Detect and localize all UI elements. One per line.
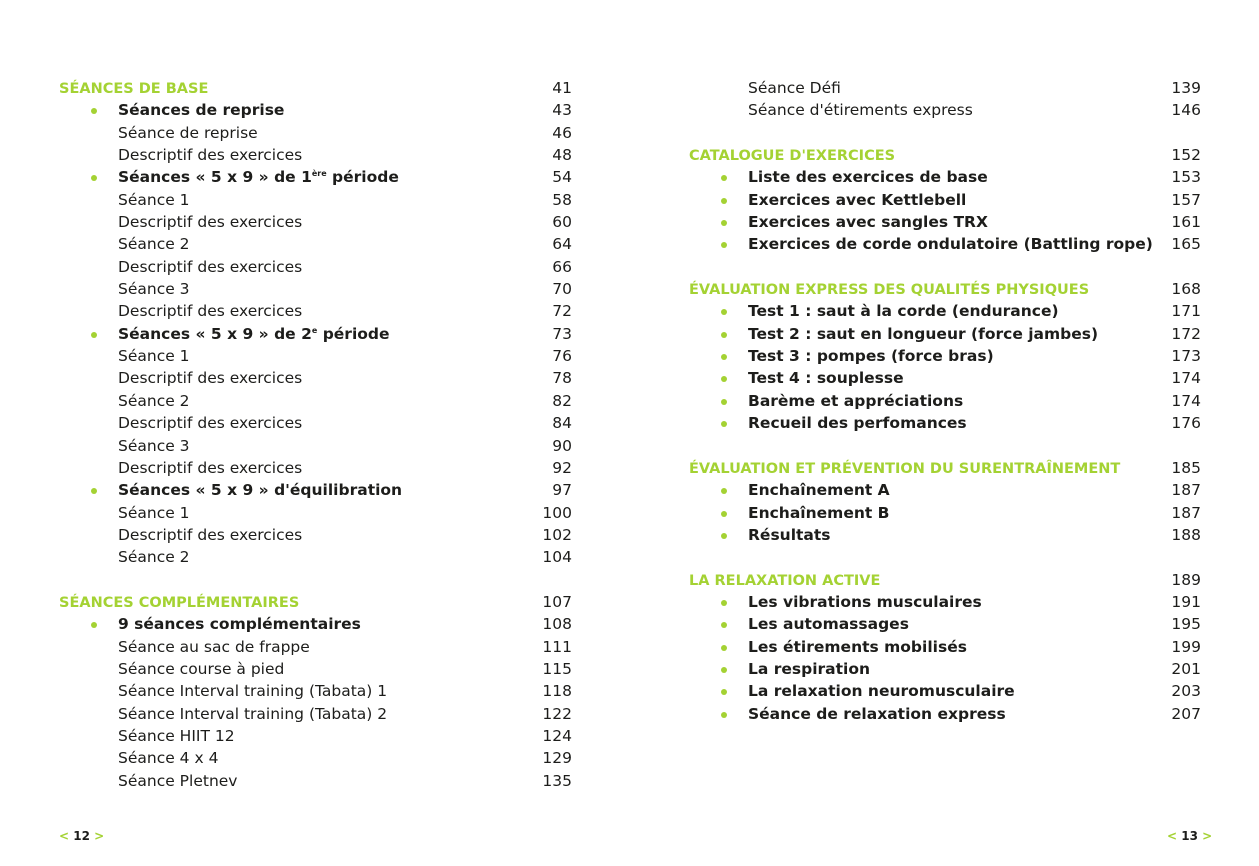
toc-subentry[interactable] bbox=[59, 189, 572, 211]
toc-chapter-entry[interactable] bbox=[689, 680, 1201, 702]
toc-entry-label: Séance de reprise bbox=[118, 123, 258, 142]
toc-subentry[interactable] bbox=[59, 367, 572, 389]
toc-entry-label: Séance Défi bbox=[748, 79, 841, 97]
toc-subentry[interactable] bbox=[59, 524, 572, 546]
toc-entry-label: Séance 1 bbox=[118, 190, 190, 209]
toc-section-heading[interactable] bbox=[689, 569, 1201, 591]
bullet-icon bbox=[721, 332, 727, 338]
toc-page-number: 187 bbox=[1171, 481, 1201, 500]
chevron-right-icon: > bbox=[94, 829, 105, 843]
toc-spacer bbox=[59, 569, 572, 591]
toc-chapter-entry[interactable] bbox=[689, 636, 1201, 658]
toc-entry-label: La relaxation neuromusculaire bbox=[748, 682, 1015, 701]
toc-page-number: 76 bbox=[552, 347, 572, 366]
toc-page-number: 135 bbox=[542, 771, 572, 790]
toc-subentry[interactable] bbox=[689, 99, 1201, 121]
toc-chapter-entry[interactable] bbox=[59, 613, 572, 635]
bullet-icon bbox=[721, 309, 727, 315]
toc-entry-label: Séance Interval training (Tabata) 1 bbox=[118, 682, 388, 701]
toc-entry-label: Descriptif des exercices bbox=[118, 369, 303, 388]
toc-chapter-entry[interactable] bbox=[59, 479, 572, 501]
toc-entry-label: LA RELAXATION ACTIVE bbox=[689, 572, 881, 589]
bullet-icon bbox=[91, 175, 97, 181]
toc-entry-label: Séance Interval training (Tabata) 2 bbox=[118, 704, 388, 723]
toc-spacer bbox=[689, 122, 1201, 144]
toc-chapter-entry[interactable] bbox=[689, 166, 1201, 188]
toc-page-number: 172 bbox=[1171, 324, 1201, 343]
bullet-icon bbox=[721, 533, 727, 539]
toc-entry-label: Séance de relaxation express bbox=[748, 704, 1006, 723]
toc-entry-label: Descriptif des exercices bbox=[118, 257, 303, 276]
toc-chapter-entry[interactable] bbox=[689, 367, 1201, 389]
toc-entry-label: Descriptif des exercices bbox=[118, 302, 303, 321]
toc-page-number: 46 bbox=[552, 123, 572, 142]
toc-entry-label: Séance 2 bbox=[118, 235, 190, 254]
toc-page-number: 48 bbox=[552, 146, 572, 165]
toc-page-number: 129 bbox=[542, 749, 572, 768]
toc-subentry[interactable] bbox=[59, 278, 572, 300]
toc-entry-label: Recueil des perfomances bbox=[748, 414, 967, 433]
chevron-right-icon: > bbox=[1202, 829, 1213, 843]
toc-section-heading[interactable] bbox=[689, 278, 1201, 300]
toc-page-number: 97 bbox=[552, 481, 572, 500]
bullet-icon bbox=[721, 175, 727, 181]
bullet-icon bbox=[91, 108, 97, 114]
toc-page-number: 174 bbox=[1171, 391, 1201, 410]
toc-page-number: 104 bbox=[542, 548, 572, 567]
toc-entry-label: Séance course à pied bbox=[118, 659, 285, 678]
toc-subentry[interactable] bbox=[59, 680, 572, 702]
toc-entry-label: Séances de reprise bbox=[118, 101, 285, 120]
toc-entry-label: Séance 1 bbox=[118, 347, 190, 366]
toc-entry-label: Séance 3 bbox=[118, 436, 190, 455]
toc-page-number: 66 bbox=[552, 257, 572, 276]
toc-subentry[interactable] bbox=[59, 345, 572, 367]
toc-entry-label: Test 1 : saut à la corde (endurance) bbox=[748, 302, 1059, 321]
toc-entry-label: Descriptif des exercices bbox=[118, 525, 303, 544]
toc-section-heading[interactable] bbox=[689, 457, 1201, 479]
toc-page-number: 157 bbox=[1171, 190, 1201, 209]
bullet-icon bbox=[721, 220, 727, 226]
bullet-icon bbox=[721, 421, 727, 427]
toc-page-number: 60 bbox=[552, 213, 572, 232]
toc-subentry[interactable] bbox=[59, 412, 572, 434]
toc-page-number: 82 bbox=[552, 391, 572, 410]
bullet-icon bbox=[721, 488, 727, 494]
toc-entry-label: Exercices de corde ondulatoire (Battling rope) bbox=[748, 235, 1153, 254]
toc-entry-label bbox=[118, 166, 399, 188]
toc-page-number: 161 bbox=[1171, 213, 1201, 232]
toc-page-number: 58 bbox=[552, 190, 572, 209]
toc-entry-label: Séance 4 x 4 bbox=[118, 749, 219, 768]
toc-entry-label: Les vibrations musculaires bbox=[748, 592, 982, 611]
toc-chapter-entry[interactable] bbox=[689, 479, 1201, 501]
toc-page-number: 43 bbox=[552, 101, 572, 120]
toc-entry-label: Séance au sac de frappe bbox=[118, 637, 310, 656]
toc-page-number: 84 bbox=[552, 414, 572, 433]
toc-page-number: 64 bbox=[552, 235, 572, 254]
toc-entry-label-suffix: période bbox=[317, 324, 390, 343]
toc-page-number: 139 bbox=[1171, 79, 1201, 97]
toc-left-column bbox=[59, 77, 572, 792]
toc-chapter-entry[interactable] bbox=[689, 323, 1201, 345]
toc-section-heading[interactable] bbox=[59, 591, 572, 613]
toc-page-number: 102 bbox=[542, 525, 572, 544]
toc-page-number: 111 bbox=[542, 637, 572, 656]
toc-entry-label: Barème et appréciations bbox=[748, 391, 964, 410]
toc-entry-label: ÉVALUATION EXPRESS DES QUALITÉS PHYSIQUES bbox=[689, 282, 1090, 299]
toc-subentry[interactable] bbox=[59, 390, 572, 412]
toc-subentry[interactable] bbox=[59, 457, 572, 479]
bullet-icon bbox=[721, 689, 727, 695]
toc-page-number: 78 bbox=[552, 369, 572, 388]
chevron-left-icon: < bbox=[59, 829, 70, 843]
toc-entry-label: Séance Pletnev bbox=[118, 771, 238, 790]
toc-page-number: 165 bbox=[1171, 235, 1201, 254]
right-page bbox=[629, 0, 1259, 866]
toc-page-number: 115 bbox=[542, 659, 572, 678]
toc-page-number: 171 bbox=[1171, 302, 1201, 321]
bullet-icon bbox=[721, 242, 727, 248]
toc-page-number: 72 bbox=[552, 302, 572, 321]
toc-page-number: 173 bbox=[1171, 347, 1201, 366]
toc-entry-label: Test 3 : pompes (force bras) bbox=[748, 347, 994, 366]
ordinal-superscript: ère bbox=[311, 169, 327, 179]
toc-chapter-entry[interactable] bbox=[689, 345, 1201, 367]
toc-page-number: 176 bbox=[1171, 414, 1201, 433]
toc-chapter-entry[interactable] bbox=[689, 658, 1201, 680]
toc-entry-label: Exercices avec Kettlebell bbox=[748, 190, 967, 209]
toc-spacer bbox=[689, 435, 1201, 457]
toc-subentry[interactable] bbox=[59, 300, 572, 322]
toc-page-number: 118 bbox=[542, 682, 572, 701]
toc-page-number: 73 bbox=[552, 324, 572, 343]
toc-subentry[interactable] bbox=[59, 725, 572, 747]
toc-entry-label-suffix: période bbox=[326, 168, 399, 187]
toc-entry-label-main: Séances « 5 x 9 » de 2 bbox=[118, 324, 312, 343]
toc-chapter-entry[interactable] bbox=[689, 233, 1201, 255]
chevron-left-icon: < bbox=[1167, 829, 1178, 843]
toc-chapter-entry[interactable] bbox=[689, 412, 1201, 434]
toc-entry-label: SÉANCES DE BASE bbox=[59, 81, 209, 97]
toc-entry-label: Séance 3 bbox=[118, 280, 190, 299]
toc-right-column bbox=[689, 77, 1201, 725]
toc-entry-label: Exercices avec sangles TRX bbox=[748, 213, 988, 232]
toc-entry-label: Enchaînement B bbox=[748, 503, 890, 522]
toc-entry-label: Séance d'étirements express bbox=[748, 101, 973, 120]
toc-entry-label: Descriptif des exercices bbox=[118, 146, 303, 165]
toc-subentry[interactable] bbox=[59, 233, 572, 255]
toc-chapter-entry[interactable] bbox=[689, 390, 1201, 412]
bullet-icon bbox=[721, 667, 727, 673]
toc-entry-label: Séance 2 bbox=[118, 548, 190, 567]
toc-chapter-entry[interactable] bbox=[689, 502, 1201, 524]
toc-page-number: 185 bbox=[1171, 458, 1201, 477]
toc-page-number: 203 bbox=[1171, 682, 1201, 701]
toc-section-heading[interactable] bbox=[689, 144, 1201, 166]
bullet-icon bbox=[721, 712, 727, 718]
toc-page-number: 199 bbox=[1171, 637, 1201, 656]
toc-page-number: 90 bbox=[552, 436, 572, 455]
toc-page-number: 122 bbox=[542, 704, 572, 723]
ordinal-superscript: e bbox=[311, 325, 318, 335]
toc-chapter-entry[interactable] bbox=[689, 591, 1201, 613]
bullet-icon bbox=[721, 622, 727, 628]
toc-page-number: 188 bbox=[1171, 525, 1201, 544]
toc-subentry[interactable] bbox=[59, 122, 572, 144]
toc-page-number: 201 bbox=[1171, 659, 1201, 678]
left-page bbox=[0, 0, 629, 866]
toc-page-number: 41 bbox=[552, 79, 572, 97]
toc-page-number: 100 bbox=[542, 503, 572, 522]
toc-subentry[interactable] bbox=[59, 256, 572, 278]
toc-chapter-entry[interactable] bbox=[689, 211, 1201, 233]
bullet-icon bbox=[721, 354, 727, 360]
toc-entry-label: Descriptif des exercices bbox=[118, 414, 303, 433]
bullet-icon bbox=[721, 645, 727, 651]
toc-page-number: 174 bbox=[1171, 369, 1201, 388]
bullet-icon bbox=[721, 376, 727, 382]
toc-entry-label: Séances « 5 x 9 » d'équilibration bbox=[118, 481, 403, 500]
toc-subentry[interactable] bbox=[59, 144, 572, 166]
toc-chapter-entry[interactable] bbox=[59, 166, 572, 188]
toc-entry-label: 9 séances complémentaires bbox=[118, 615, 361, 634]
toc-chapter-entry[interactable] bbox=[689, 703, 1201, 725]
toc-entry-label: La respiration bbox=[748, 659, 871, 678]
toc-spacer bbox=[689, 256, 1201, 278]
toc-spacer bbox=[689, 546, 1201, 568]
toc-page-number: 195 bbox=[1171, 615, 1201, 634]
toc-subentry[interactable] bbox=[59, 211, 572, 233]
page-number-right bbox=[1167, 829, 1212, 843]
toc-subentry[interactable] bbox=[59, 636, 572, 658]
toc-entry-label: Descriptif des exercices bbox=[118, 458, 303, 477]
toc-chapter-entry[interactable] bbox=[59, 323, 572, 345]
toc-page-number: 107 bbox=[542, 592, 572, 611]
toc-chapter-entry[interactable] bbox=[689, 613, 1201, 635]
bullet-icon bbox=[91, 488, 97, 494]
page-number: 12 bbox=[73, 829, 90, 843]
toc-page-number: 189 bbox=[1171, 570, 1201, 589]
toc-entry-label-main: Séances « 5 x 9 » de 1 bbox=[118, 168, 312, 187]
toc-entry-label: Enchaînement A bbox=[748, 481, 890, 500]
toc-entry-label: Séance 1 bbox=[118, 503, 190, 522]
toc-entry-label: Séance HIIT 12 bbox=[118, 726, 235, 745]
bullet-icon bbox=[721, 511, 727, 517]
toc-subentry[interactable] bbox=[59, 747, 572, 769]
toc-entry-label: SÉANCES COMPLÉMENTAIRES bbox=[59, 594, 300, 611]
toc-entry-label: Les étirements mobilisés bbox=[748, 637, 967, 656]
bullet-icon bbox=[721, 600, 727, 606]
bullet-icon bbox=[91, 622, 97, 628]
toc-page-number: 168 bbox=[1171, 280, 1201, 299]
toc-subentry[interactable] bbox=[59, 703, 572, 725]
toc-chapter-entry[interactable] bbox=[689, 189, 1201, 211]
toc-entry-label: Test 2 : saut en longueur (force jambes) bbox=[748, 324, 1099, 343]
toc-entry-label: Les automassages bbox=[748, 615, 909, 634]
toc-page-number: 187 bbox=[1171, 503, 1201, 522]
toc-entry-label: ÉVALUATION ET PRÉVENTION DU SURENTRAÎNEMENT bbox=[689, 460, 1121, 477]
toc-subentry[interactable] bbox=[59, 770, 572, 792]
toc-page-number: 152 bbox=[1171, 146, 1201, 165]
bullet-icon bbox=[721, 399, 727, 405]
page-number: 13 bbox=[1181, 829, 1198, 843]
toc-page-number: 124 bbox=[542, 726, 572, 745]
toc-page-number: 146 bbox=[1171, 101, 1201, 120]
toc-entry-label: Liste des exercices de base bbox=[748, 168, 988, 187]
toc-page-number: 70 bbox=[552, 280, 572, 299]
toc-chapter-entry[interactable] bbox=[59, 99, 572, 121]
toc-entry-label: Séance 2 bbox=[118, 391, 190, 410]
toc-subentry[interactable] bbox=[689, 77, 1201, 99]
toc-chapter-entry[interactable] bbox=[689, 300, 1201, 322]
toc-page-number: 153 bbox=[1171, 168, 1201, 187]
bullet-icon bbox=[721, 198, 727, 204]
toc-page-number: 54 bbox=[552, 168, 572, 187]
toc-entry-label: Résultats bbox=[748, 525, 831, 544]
bullet-icon bbox=[91, 332, 97, 338]
toc-subentry[interactable] bbox=[59, 658, 572, 680]
toc-entry-label: CATALOGUE D'EXERCICES bbox=[689, 148, 896, 165]
toc-subentry[interactable] bbox=[59, 435, 572, 457]
toc-page-number: 207 bbox=[1171, 704, 1201, 723]
toc-section-heading[interactable] bbox=[59, 77, 572, 99]
toc-subentry[interactable] bbox=[59, 546, 572, 568]
toc-page-number: 191 bbox=[1171, 592, 1201, 611]
toc-entry-label: Descriptif des exercices bbox=[118, 213, 303, 232]
toc-chapter-entry[interactable] bbox=[689, 524, 1201, 546]
toc-entry-label bbox=[118, 323, 390, 345]
toc-entry-label: Test 4 : souplesse bbox=[748, 369, 904, 388]
toc-subentry[interactable] bbox=[59, 502, 572, 524]
toc-page-number: 92 bbox=[552, 458, 572, 477]
toc-page-number: 108 bbox=[542, 615, 572, 634]
page-number-left bbox=[59, 829, 104, 843]
